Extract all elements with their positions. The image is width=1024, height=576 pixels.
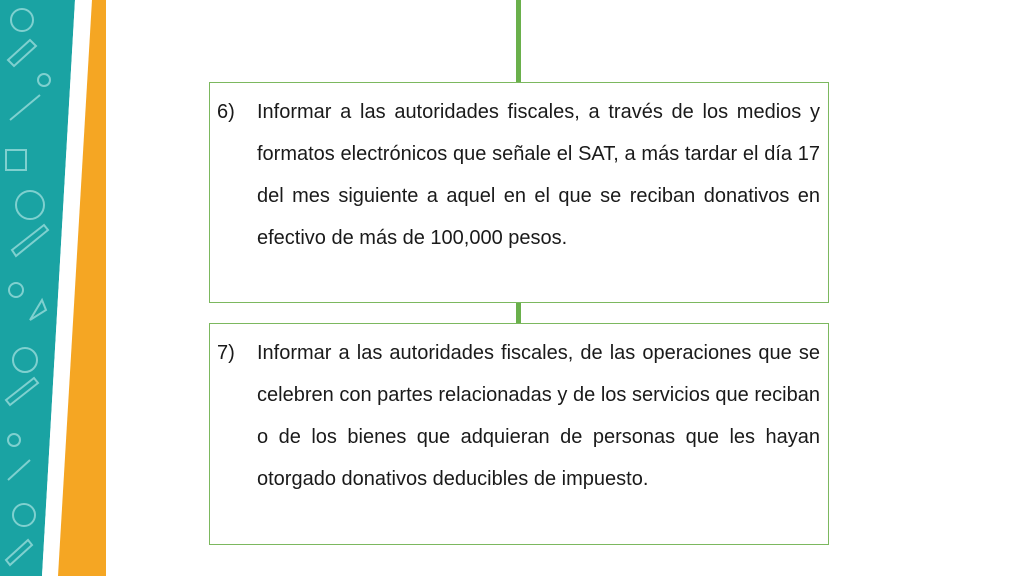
decorative-side-banner	[0, 0, 130, 576]
item-text: Informar a las autoridades fiscales, de las operaciones que se celebren con partes relacionadas y de los servicios que reciban o de los bienes que adquieran de personas que les hayan otorgado donativos deducibles de impuesto.	[257, 342, 820, 490]
connector-line-middle	[516, 302, 521, 324]
item-number: 6)	[217, 101, 235, 123]
connector-line-top	[516, 0, 521, 82]
list-item	[217, 91, 820, 259]
item-card-6	[209, 82, 829, 303]
item-text: Informar a las autoridades fiscales, a través de los medios y formatos electrónicos que señale el SAT, a más tardar el día 17 del mes siguiente a aquel en el que se reciban donativos en efectivo de más de 100,000 pesos.	[257, 101, 820, 249]
list-item	[217, 332, 820, 500]
item-number: 7)	[217, 342, 235, 364]
item-card-7	[209, 323, 829, 545]
